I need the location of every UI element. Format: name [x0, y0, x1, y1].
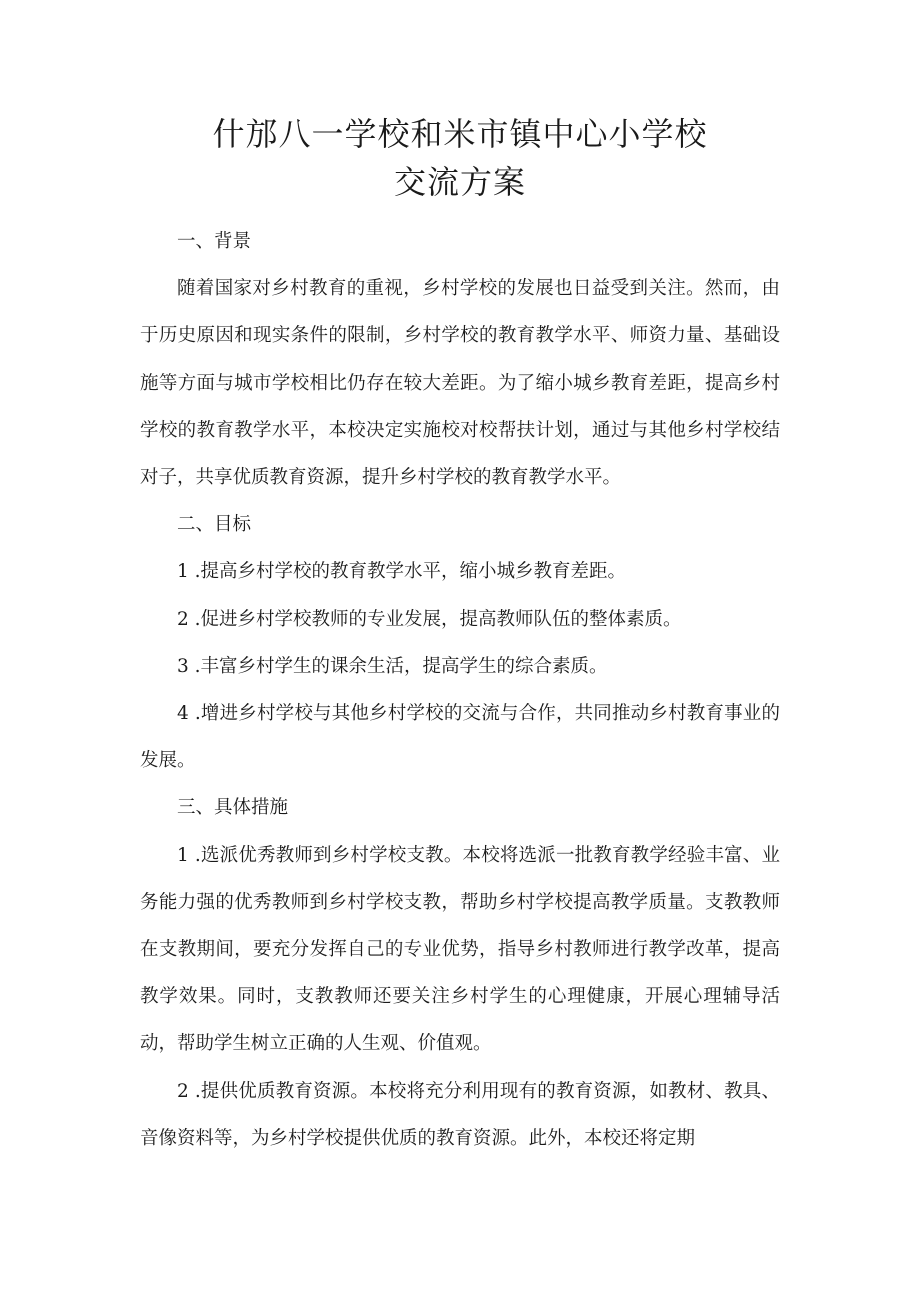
goal-item-3: 3 .丰富乡村学生的课余生活，提高学生的综合素质。: [177, 655, 608, 677]
document-title-line-2: 交流方案: [393, 163, 526, 201]
document-title-line-1: 什邡八一学校和米市镇中心小学校: [212, 115, 708, 153]
goal-item-1: 1 .提高乡村学校的教育教学水平，缩小城乡教育差距。: [177, 561, 627, 583]
section-heading-background: 一、背景: [177, 231, 252, 252]
document-body: [140, 218, 780, 1162]
section-heading-goals: 二、目标: [177, 514, 252, 536]
paragraph-background: 随着国家对乡村教育的重视，乡村学校的发展也日益受到关注。然而，由于历史原因和现实条件的限制，乡村学校的教育教学水平、师资力量、基础设施等方面与城市学校相比仍存在较大差距。为了缩小城乡教育差距，提高乡村学校的教育教学水平，本校决定实施校对校帮扶计划，通过与其他乡村学校结对子，共享优质教育资源，提升乡村学校的教育教学水平。: [140, 278, 780, 489]
section-heading-measures: 三、具体措施: [177, 797, 289, 819]
measure-item-1: 1 .选派优秀教师到乡村学校支教。本校将选派一批教育教学经验丰富、业务能力强的优秀教师到乡村学校支教，帮助乡村学校提高教学质量。支教教师在支教期间，要充分发挥自己的专业优势，指导乡村教师进行教学改革，提高教学效果。同时，支教教师还要关注乡村学生的心理健康，开展心理辅导活动，帮助学生树立正确的人生观、价值观。: [140, 844, 780, 1055]
goal-item-2: 2 .促进乡村学校教师的专业发展，提高教师队伍的整体素质。: [177, 608, 682, 630]
measure-item-2: 2 .提供优质教育资源。本校将充分利用现有的教育资源，如教材、教具、音像资料等，为乡村学校提供优质的教育资源。此外，本校还将定期: [140, 1080, 780, 1149]
goal-item-4: 4 .增进乡村学校与其他乡村学校的交流与合作，共同推动乡村教育事业的发展。: [140, 703, 780, 772]
